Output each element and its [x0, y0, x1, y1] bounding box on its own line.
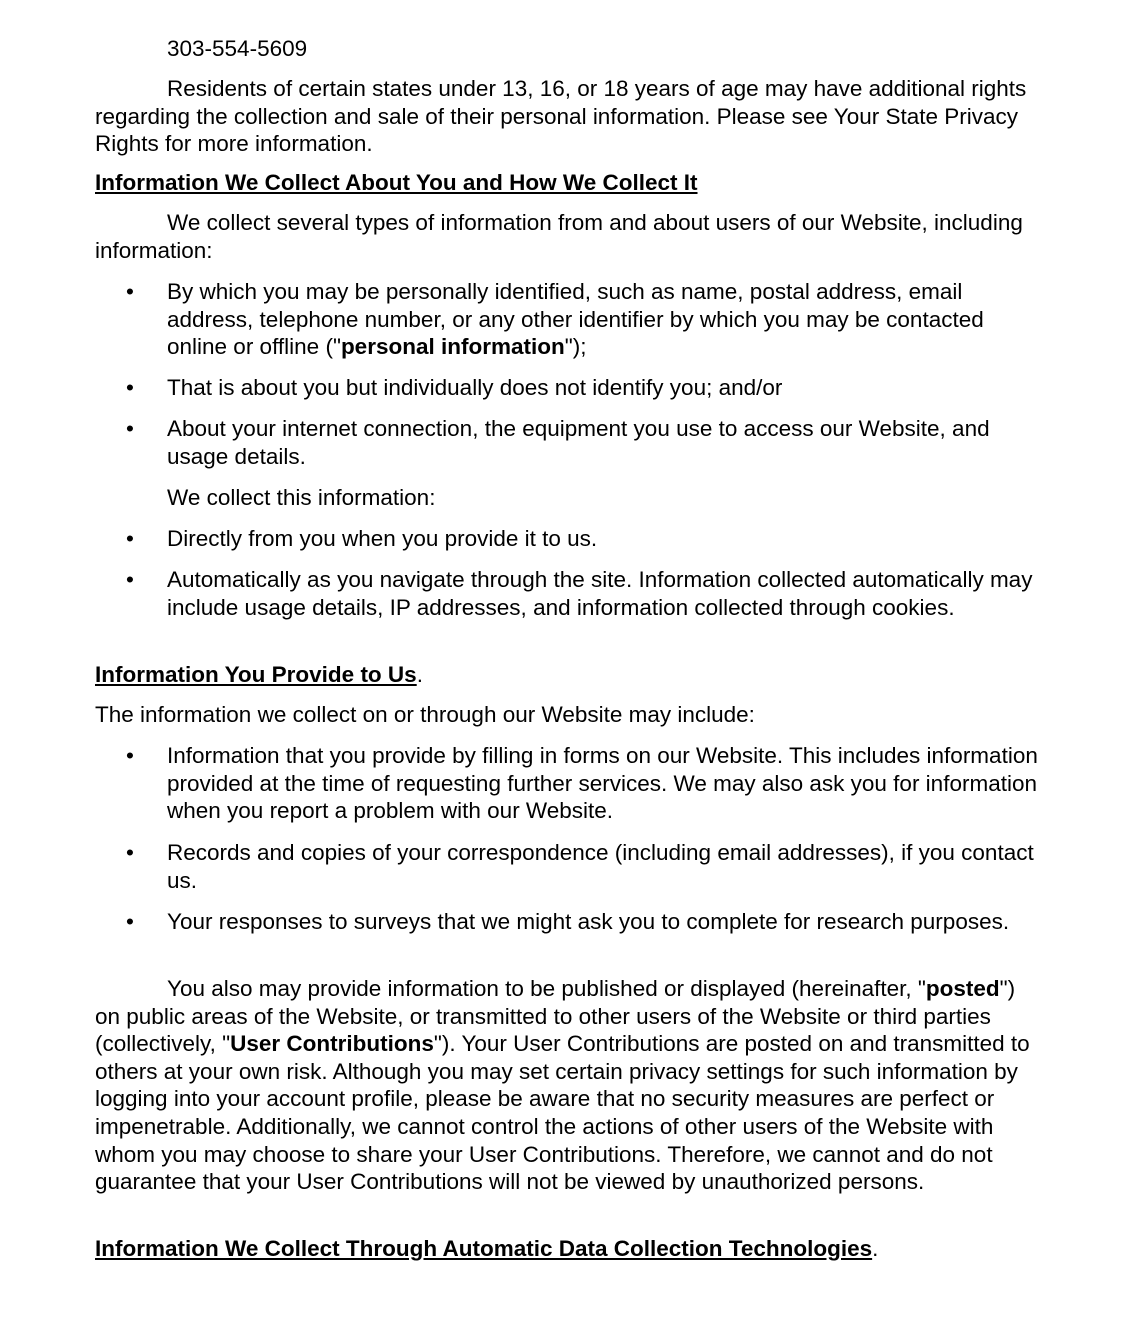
section-heading-automatic-collection: Information We Collect Through Automatic Data Collection Technologies.: [95, 1236, 879, 1261]
list-item: [95, 742, 1040, 825]
list-item-text: Your responses to surveys that we might ask you to complete for research purposes.: [167, 909, 1010, 934]
user-contributions-paragraph: You also may provide information to be published or displayed (hereinafter, "posted") on public areas of the Website, or transmitted to other users of the Website or third parties (collectively, "User Contributions"). Your User Contributions are posted on and transmitted to others at your own risk. Although you may set certain privacy settings for such information by logging into your account profile, please be aware that no security measures are perfect or impenetrable. Additionally, we cannot control the actions of other users of the Website with whom you may choose to share your User Contributions. Therefore, we cannot and do not guarantee that your User Contributions will not be viewed by unauthorized persons.: [95, 976, 1030, 1195]
section-heading-text: Information You Provide to Us: [95, 662, 417, 687]
list-item-text: Automatically as you navigate through the site. Information collected automatically may include usage details, IP addresses, and information collected through cookies.: [167, 567, 1033, 620]
collect-methods-intro: We collect this information:: [167, 485, 436, 510]
residents-note: Residents of certain states under 13, 16, or 18 years of age may have additional rights regarding the collection and sale of their personal information. Please see Your State Privacy Rights for more information.: [95, 76, 1027, 157]
defined-term-user-contributions: User Contributions: [230, 1031, 434, 1057]
list-item: [95, 525, 1040, 553]
defined-term-personal-information: personal information: [340, 334, 565, 360]
list-item-text: By which you may be personally identified, such as name, postal address, email address, telephone number, or any other identifier by which you may be contacted online or offline ("personal information");: [167, 279, 984, 360]
list-item-text: Information that you provide by filling in forms on our Website. This includes information provided at the time of requesting further services. We may also ask you for information when you report a problem with our Website.: [167, 743, 1038, 824]
collect-intro-paragraph: We collect several types of information from and about users of our Website, including information:: [95, 210, 1023, 263]
section-heading-you-provide: Information You Provide to Us.: [95, 662, 423, 687]
bullet-icon: •: [126, 567, 134, 592]
bullet-icon: •: [126, 416, 134, 441]
bullet-icon: •: [126, 526, 134, 551]
bullet-icon: •: [126, 279, 134, 304]
bullet-icon: •: [126, 909, 134, 934]
section-heading-text: Information We Collect Through Automatic Data Collection Technologies: [95, 1236, 873, 1261]
list-item: [95, 566, 1040, 621]
bullet-icon: •: [126, 375, 134, 400]
defined-term-posted: posted: [925, 976, 1000, 1001]
bullet-icon: •: [126, 840, 134, 865]
phone-number: 303-554-5609: [167, 36, 308, 61]
provide-intro-paragraph: The information we collect on or through our Website may include:: [95, 702, 755, 727]
list-item: [95, 908, 1040, 936]
section-heading-collect-about-you: [95, 169, 1040, 197]
list-item-text: That is about you but individually does not identify you; and/or: [167, 375, 783, 400]
list-item: [95, 278, 1040, 361]
list-item: [95, 839, 1040, 894]
list-item-text: Directly from you when you provide it to us.: [167, 526, 598, 551]
list-item-text: About your internet connection, the equipment you use to access our Website, and usage details.: [167, 416, 990, 469]
bullet-icon: •: [126, 743, 134, 768]
list-item: [95, 415, 1040, 470]
list-item-text: Records and copies of your correspondence (including email addresses), if you contact us.: [167, 840, 1034, 893]
section-heading-text: Information We Collect About You and How We Collect It: [95, 170, 698, 195]
list-item: [95, 374, 1040, 402]
